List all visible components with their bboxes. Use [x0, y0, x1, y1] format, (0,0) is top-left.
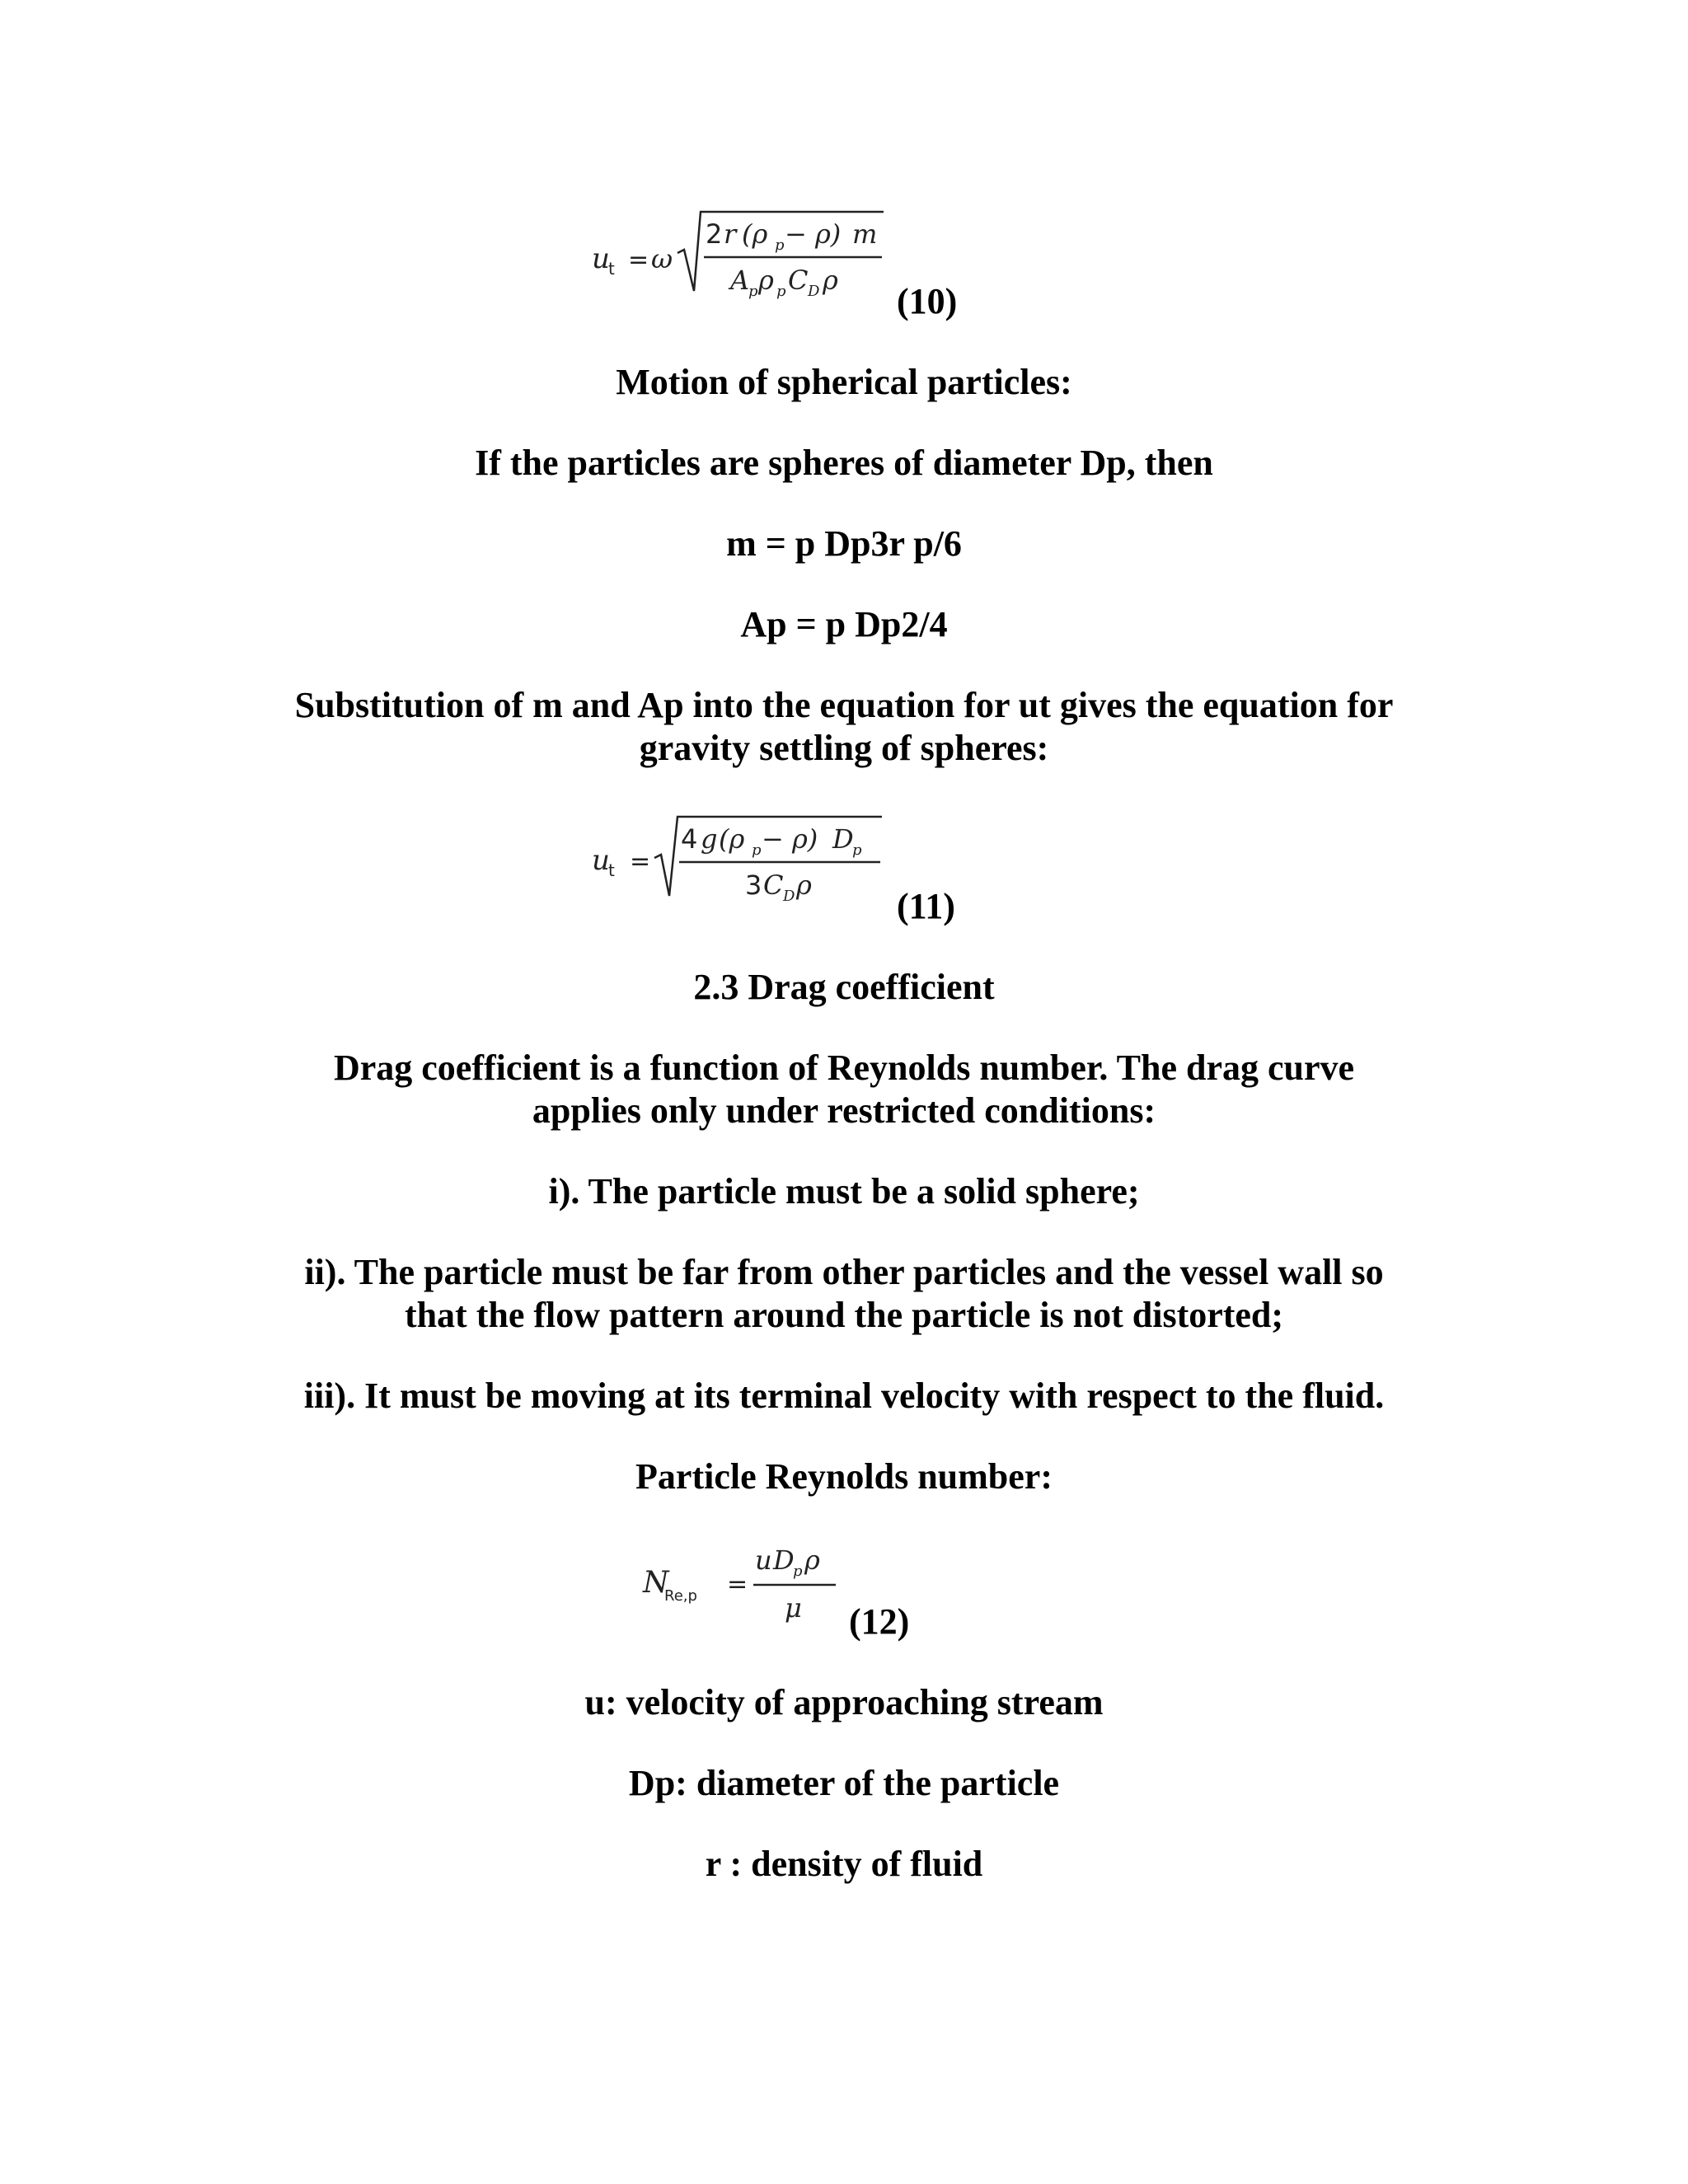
mass-equation: m = p Dp3r p/6	[726, 523, 962, 564]
eq11-num-d: − ρ)	[762, 823, 818, 855]
eq10-num-b: r	[724, 218, 737, 250]
eq10-den-d: ρ	[823, 265, 838, 296]
eq12-num-a: u	[755, 1544, 772, 1576]
eq11-den-b: C	[763, 869, 784, 901]
eq10-den-b: ρ	[758, 265, 774, 296]
eq11-den-a: 3	[745, 869, 762, 901]
motion-heading: Motion of spherical particles:	[616, 362, 1072, 402]
definition-r: r : density of fluid	[705, 1844, 983, 1884]
eq12-lhs: N	[643, 1566, 669, 1600]
eq10-lhs: u	[592, 242, 610, 275]
eq11-num-b: g	[701, 823, 718, 855]
eq10-equals: =	[628, 246, 649, 274]
definition-dp: Dp: diameter of the particle	[628, 1763, 1060, 1803]
eq11-den-c: ρ	[796, 869, 812, 901]
area-equation: Ap = p Dp2/4	[740, 604, 948, 644]
eq12-lhs-sub: Re,p	[664, 1587, 697, 1605]
eq12-den-a: μ	[785, 1592, 802, 1624]
eq11-num-c: (ρ	[719, 823, 745, 855]
eq12-num-b-sub: p	[793, 1563, 803, 1580]
condition-1: i). The particle must be a solid sphere;	[548, 1171, 1140, 1212]
eq10-num-e: m	[852, 218, 878, 250]
eq10-num-c-sub: p	[775, 237, 785, 254]
eq10-omega: ω	[651, 243, 673, 274]
eq11-num-e: D	[832, 823, 854, 855]
eq10-den-a: A	[730, 265, 750, 296]
drag-intro-line-2: applies only under restricted conditions:	[532, 1090, 1156, 1131]
eq10-den-a-sub: p	[748, 283, 758, 300]
equation-12-number: (12)	[849, 1601, 910, 1642]
substitution-line-1: Substitution of m and Ap into the equation for ut gives the equation for	[294, 685, 1394, 725]
equation-12-formula	[635, 1531, 865, 1630]
eq10-den-c-sub: D	[808, 283, 820, 300]
eq12-equals: =	[727, 1570, 748, 1599]
eq10-num-a: 2	[706, 218, 723, 250]
reynolds-heading: Particle Reynolds number:	[635, 1456, 1053, 1497]
eq11-num-a: 4	[681, 823, 698, 855]
eq11-num-c-sub: p	[752, 841, 762, 859]
eq11-equals: =	[630, 847, 651, 876]
eq12-num-b: D	[773, 1544, 795, 1576]
definition-u: u: velocity of approaching stream	[584, 1682, 1104, 1722]
spheres-intro: If the particles are spheres of diameter Dp, then	[475, 443, 1213, 483]
condition-2-line-2: that the flow pattern around the particle is not distorted;	[404, 1295, 1284, 1335]
condition-3: iii). It must be moving at its terminal velocity with respect to the fluid.	[303, 1376, 1385, 1416]
equation-10-formula	[577, 202, 907, 317]
eq12-num-c: ρ	[804, 1544, 820, 1576]
eq10-lhs-sub: t	[608, 259, 615, 279]
eq10-den-c: C	[788, 265, 809, 296]
eq10-num-c: (ρ	[742, 218, 768, 250]
substitution-line-2: gravity settling of spheres:	[639, 728, 1049, 768]
eq11-lhs-sub: t	[608, 860, 615, 880]
equation-11-formula	[577, 804, 907, 919]
eq10-den-b-sub: p	[776, 283, 786, 300]
eq11-num-e-sub: p	[852, 841, 862, 859]
eq10-num-d: − ρ)	[785, 218, 842, 250]
equation-10-number: (10)	[897, 281, 958, 321]
eq11-lhs: u	[592, 844, 610, 877]
drag-heading: 2.3 Drag coefficient	[693, 967, 995, 1007]
eq11-den-b-sub: D	[783, 888, 795, 905]
equation-11-number: (11)	[897, 886, 955, 926]
condition-2-line-1: ii). The particle must be far from other particles and the vessel wall so	[304, 1252, 1384, 1292]
drag-intro-line-1: Drag coefficient is a function of Reynolds number. The drag curve	[333, 1047, 1355, 1088]
